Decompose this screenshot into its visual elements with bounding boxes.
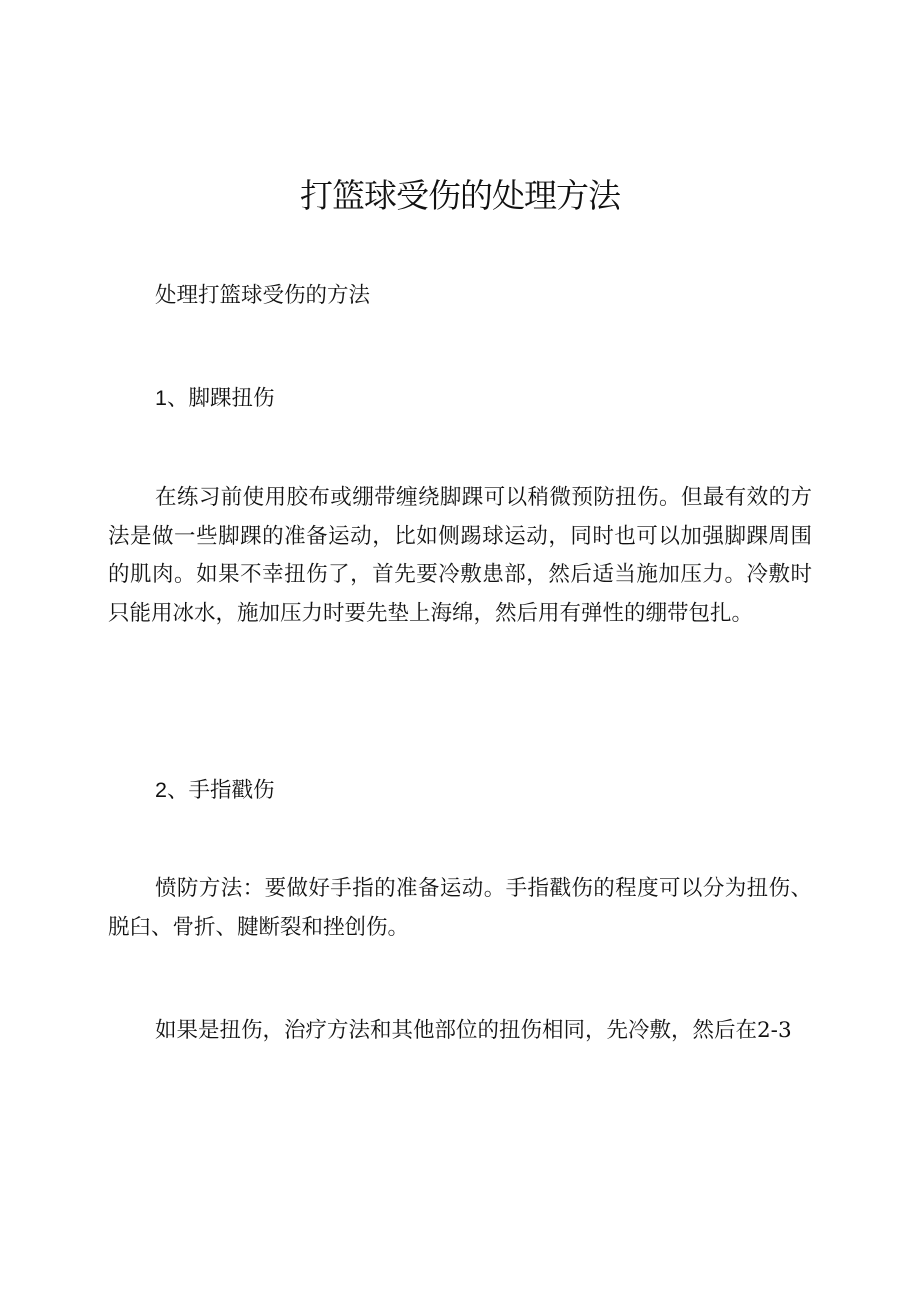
section-number: 2: [155, 778, 167, 802]
section-number: 1: [155, 386, 167, 410]
section-heading-2: [108, 771, 812, 811]
section-heading-text: 、脚踝扭伤: [166, 386, 275, 411]
section-2-paragraph-2: 如果是扭伤，治疗方法和其他部位的扭伤相同，先冷敷，然后在2-3: [155, 1018, 792, 1043]
section-heading-1: [108, 379, 812, 419]
section-1-paragraph: 在练习前使用胶布或绷带缠绕脚踝可以稍微预防扭伤。但最有效的方法是做一些脚踝的准备运动，比如侧踢球运动，同时也可以加强脚踝周围的肌肉。如果不幸扭伤了，首先要冷敷患部，然后适当施加压力。冷敷时只能用冰水，施加压力时要先垫上海绵，然后用有弹性的绷带包扎。: [108, 485, 812, 626]
section-2-paragraph-1: 愤防方法：要做好手指的准备运动。手指戳伤的程度可以分为扭伤、脱臼、骨折、腱断裂和挫创伤。: [108, 876, 812, 940]
section-heading-text: 、手指戳伤: [166, 778, 275, 803]
intro-line: 处理打篮球受伤的方法: [155, 283, 371, 308]
page-title: 打篮球受伤的处理方法: [300, 176, 620, 215]
